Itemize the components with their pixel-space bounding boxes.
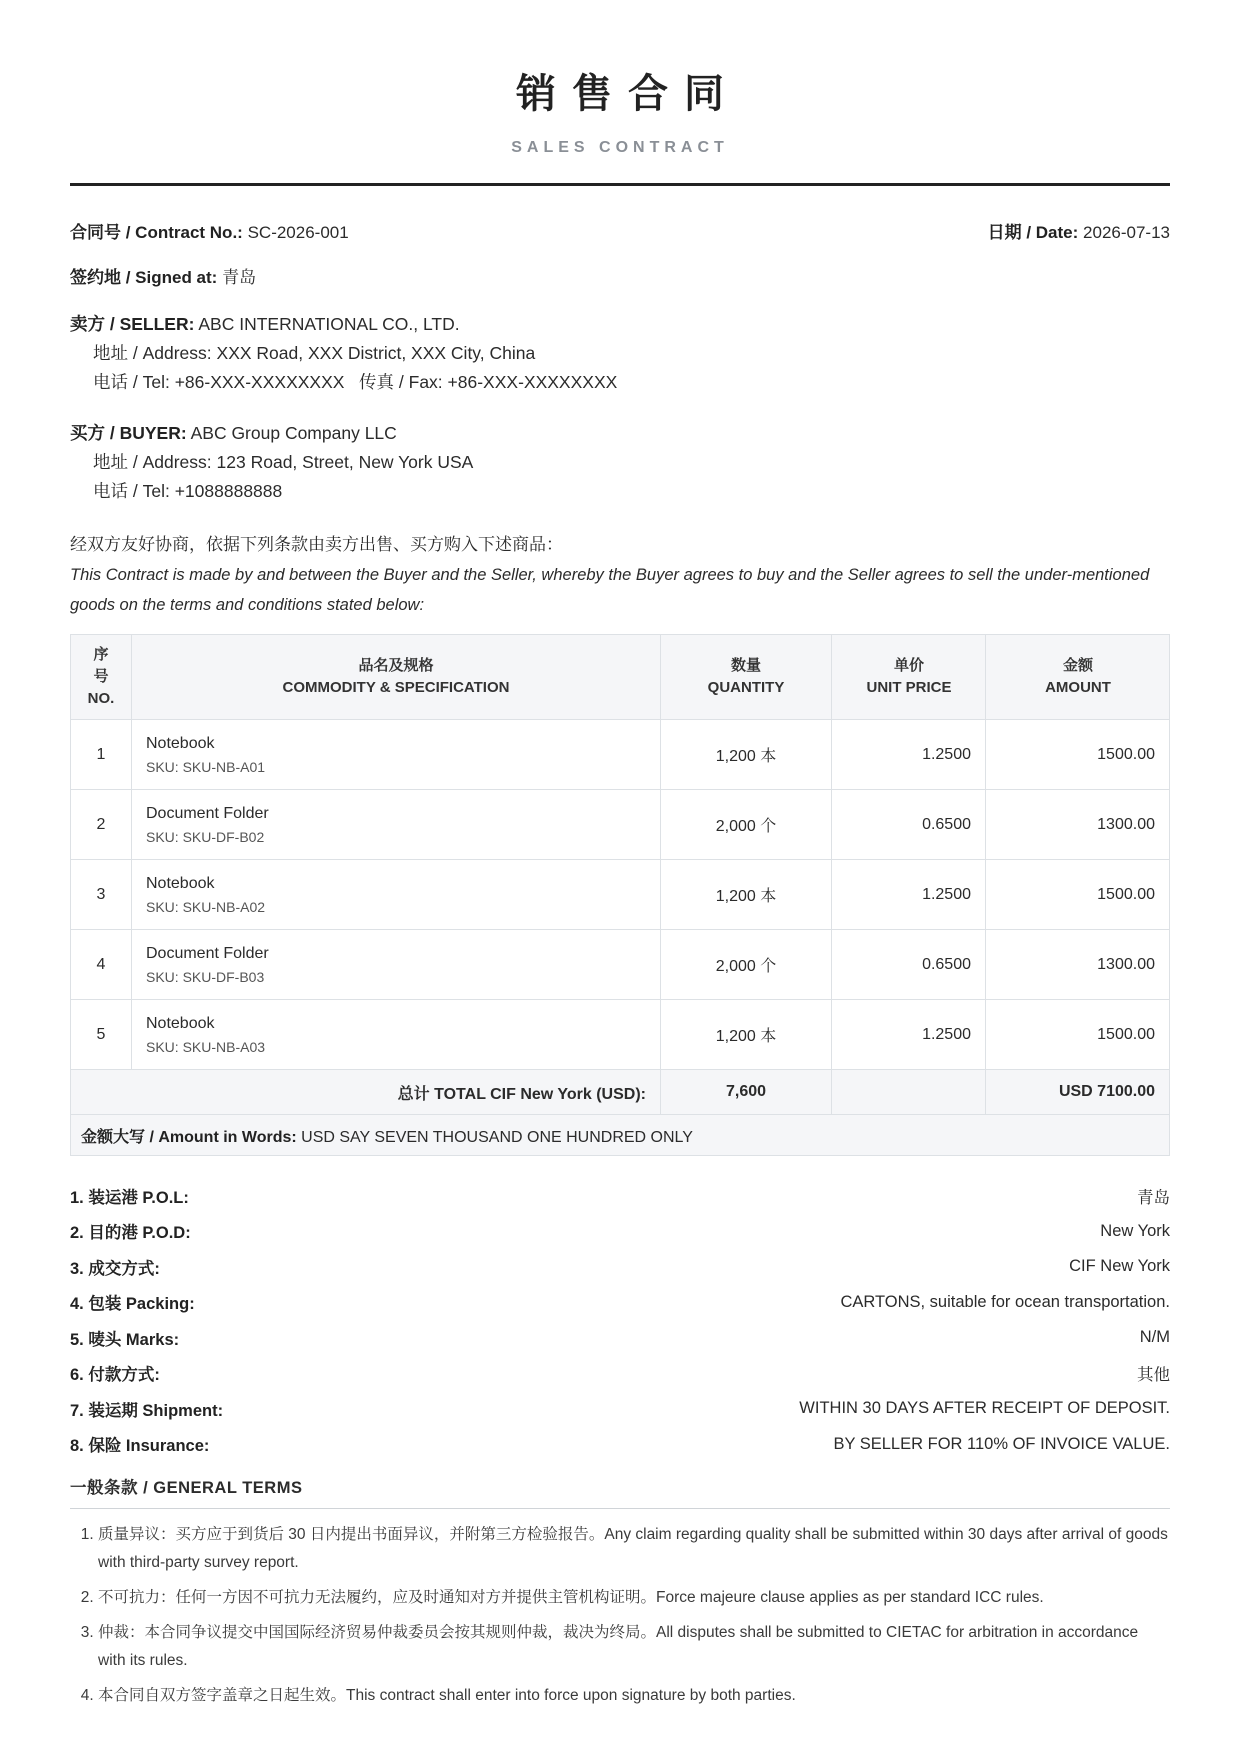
row-no: 1 — [71, 720, 132, 790]
contract-date: 日期 / Date: 2026-07-13 — [987, 223, 1170, 242]
term-row: 2. 目的港 P.O.D: New York — [70, 1221, 1170, 1243]
amount-words-row — [71, 1115, 1170, 1156]
table-row — [71, 720, 1170, 790]
table-row — [71, 790, 1170, 860]
total-quantity: 7,600 — [661, 1070, 832, 1115]
header-unit-price: 单价 UNIT PRICE — [832, 635, 986, 720]
amount-words: 金额大写 / Amount in Words: USD SAY SEVEN THOUSAND ONE HUNDRED ONLY — [71, 1115, 1170, 1156]
term-row: 3. 成交方式: CIF New York — [70, 1257, 1170, 1278]
row-no: 2 — [71, 790, 132, 860]
row-unit-price: 0.6500 — [832, 930, 986, 1000]
total-price-empty — [832, 1070, 986, 1115]
seller-contact: 电话 / Tel: +86-XXX-XXXXXXXX 传真 / Fax: +86-XXX-XXXXXXXX — [93, 372, 618, 392]
total-row — [71, 1070, 1170, 1115]
header-divider — [70, 183, 1170, 186]
row-quantity: 2,000 个 — [661, 790, 832, 860]
general-terms-title: 一般条款 / GENERAL TERMS — [70, 1479, 303, 1497]
general-terms-divider — [70, 1508, 1170, 1509]
table-header — [71, 635, 1170, 720]
contract-number: 合同号 / Contract No.: SC-2026-001 — [70, 223, 349, 242]
term-row: 4. 包装 Packing: CARTONS, suitable for ocean transportation. — [70, 1292, 1170, 1314]
row-commodity: Notebook SKU: SKU-NB-A02 — [132, 860, 661, 930]
general-term-item: 3. 仲裁：本合同争议提交中国国际经济贸易仲裁委员会按其规则仲裁，裁决为终局。All disputes shall be submitted to CIETAC for arbitration in accordance with its rules. — [98, 1619, 1170, 1675]
term-row: 6. 付款方式: 其他 — [70, 1366, 1170, 1385]
header-quantity: 数量 QUANTITY — [661, 635, 832, 720]
table-row — [71, 860, 1170, 930]
buyer-address: 地址 / Address: 123 Road, Street, New York USA — [93, 452, 474, 472]
row-commodity: Document Folder SKU: SKU-DF-B03 — [132, 930, 661, 1000]
page-title: 销售合同 — [516, 72, 740, 116]
intro-cn: 经双方友好协商，依据下列条款由卖方出售、买方购入下述商品： — [70, 535, 563, 554]
row-amount: 1500.00 — [986, 860, 1170, 930]
term-row: 8. 保险 Insurance: BY SELLER FOR 110% OF INVOICE VALUE. — [70, 1434, 1170, 1456]
row-commodity: Document Folder SKU: SKU-DF-B02 — [132, 790, 661, 860]
buyer-name: 买方 / BUYER: ABC Group Company LLC — [70, 423, 397, 443]
row-unit-price: 0.6500 — [832, 790, 986, 860]
signed-at: 签约地 / Signed at: 青岛 — [70, 268, 257, 287]
row-quantity: 1,200 本 — [661, 860, 832, 930]
header-no: 序号 NO. — [71, 635, 132, 720]
row-quantity: 2,000 个 — [661, 930, 832, 1000]
buyer-block — [70, 419, 1170, 506]
general-term-item: 4. 本合同自双方签字盖章之日起生效。This contract shall enter into force upon signature by both parties. — [98, 1682, 1170, 1710]
meta-row — [70, 218, 1170, 243]
seller-name: 卖方 / SELLER: ABC INTERNATIONAL CO., LTD. — [70, 314, 460, 334]
page-subtitle: SALES CONTRACT — [511, 139, 729, 156]
general-term-item: 1. 质量异议：买方应于到货后 30 日内提出书面异议，并附第三方检验报告。Any claim regarding quality shall be submitted within 30 days after arrival of goods with third-party survey report. — [98, 1521, 1170, 1577]
intro-block — [70, 530, 1170, 620]
row-amount: 1500.00 — [986, 720, 1170, 790]
row-commodity: Notebook SKU: SKU-NB-A01 — [132, 720, 661, 790]
buyer-tel: 电话 / Tel: +1088888888 — [93, 481, 283, 501]
seller-address: 地址 / Address: XXX Road, XXX District, XXX City, China — [93, 343, 536, 363]
row-commodity: Notebook SKU: SKU-NB-A03 — [132, 1000, 661, 1070]
general-term-item: 2. 不可抗力：任何一方因不可抗力无法履约，应及时通知对方并提供主管机构证明。Force majeure clause applies as per standard ICC rules. — [98, 1584, 1170, 1612]
row-amount: 1500.00 — [986, 1000, 1170, 1070]
total-amount: USD 7100.00 — [986, 1070, 1170, 1115]
term-row: 7. 装运期 Shipment: WITHIN 30 DAYS AFTER RECEIPT OF DEPOSIT. — [70, 1399, 1170, 1420]
intro-en: This Contract is made by and between the Buyer and the Seller, whereby the Buyer agrees to buy and the Seller agrees to sell the under-mentioned goods on the terms and conditions stated below: — [70, 566, 1150, 614]
term-row: 1. 装运港 P.O.L: 青岛 — [70, 1188, 1170, 1207]
row-unit-price: 1.2500 — [832, 860, 986, 930]
row-no: 4 — [71, 930, 132, 1000]
terms-list — [70, 1178, 1170, 1462]
row-no: 3 — [71, 860, 132, 930]
total-label: 总计 TOTAL CIF New York (USD): — [71, 1070, 661, 1115]
general-terms-list — [70, 1521, 1170, 1710]
row-quantity: 1,200 本 — [661, 1000, 832, 1070]
row-amount: 1300.00 — [986, 790, 1170, 860]
table-row — [71, 1000, 1170, 1070]
term-row: 5. 唛头 Marks: N/M — [70, 1328, 1170, 1349]
header-commodity: 品名及规格 COMMODITY & SPECIFICATION — [132, 635, 661, 720]
table-row — [71, 930, 1170, 1000]
title-block — [70, 0, 1170, 157]
row-unit-price: 1.2500 — [832, 1000, 986, 1070]
row-amount: 1300.00 — [986, 930, 1170, 1000]
row-no: 5 — [71, 1000, 132, 1070]
row-unit-price: 1.2500 — [832, 720, 986, 790]
goods-table — [70, 634, 1170, 1156]
seller-block — [70, 310, 1170, 397]
header-amount: 金额 AMOUNT — [986, 635, 1170, 720]
row-quantity: 1,200 本 — [661, 720, 832, 790]
